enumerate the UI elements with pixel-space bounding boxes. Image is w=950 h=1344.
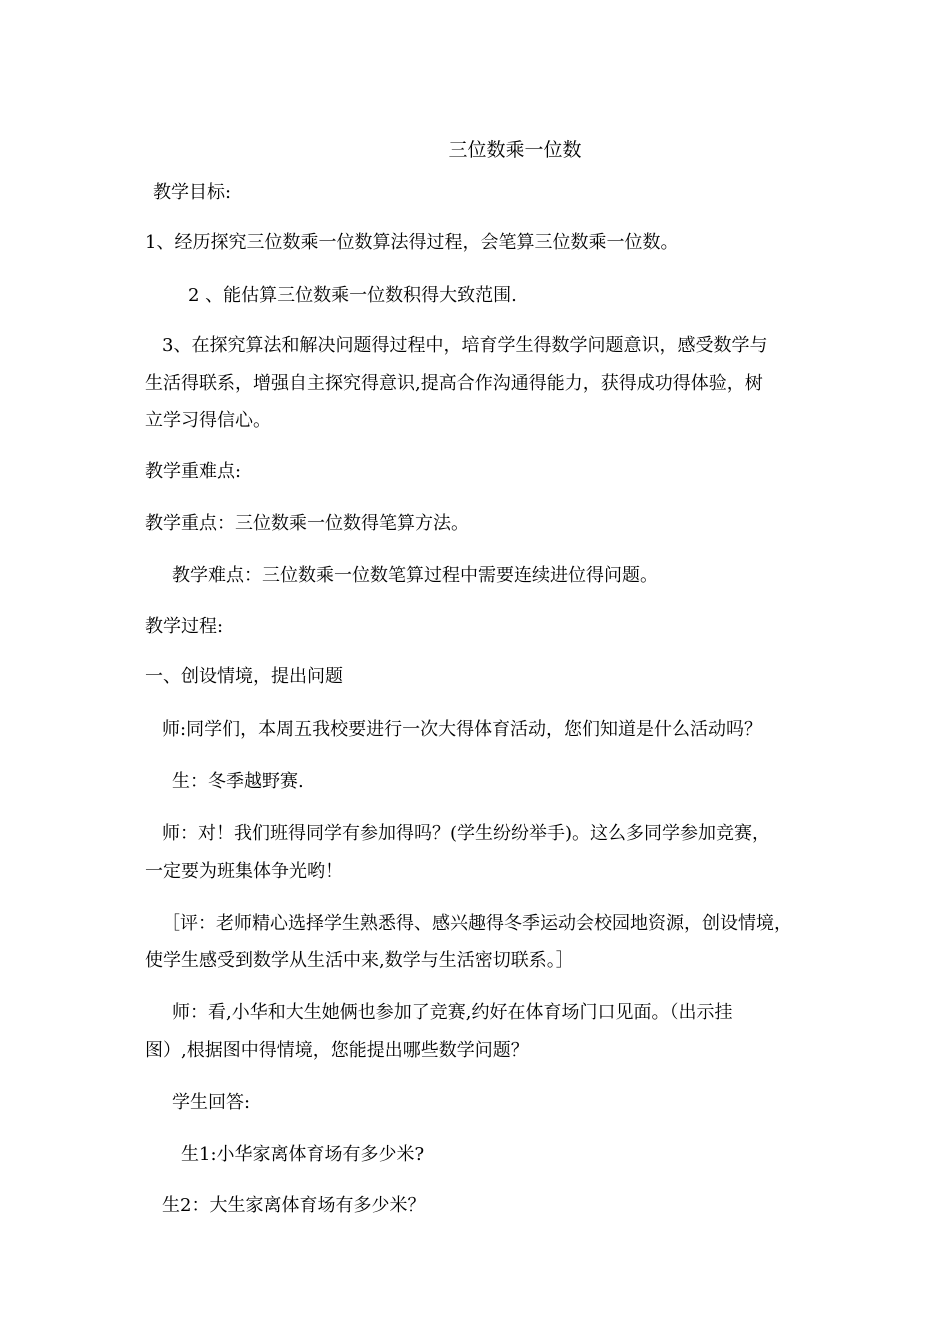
students-answer-heading: 学生回答: [172, 1092, 251, 1113]
objective-3-line-1: 3、在探究算法和解决问题得过程中，培育学生得数学问题意识，感受数学与 [162, 335, 768, 356]
objective-2: 2 、能估算三位数乘一位数积得大致范围. [188, 285, 517, 306]
objective-3-line-3: 立学习得信心。 [145, 410, 271, 431]
process-heading: 教学过程: [145, 616, 224, 637]
comment-line-2: 使学生感受到数学从生活中来,数学与生活密切联系。］ [145, 950, 574, 971]
key-point: 教学重点：三位数乘一位数得笔算方法。 [145, 513, 469, 534]
teacher-line-2b: 一定要为班集体争光哟！ [145, 861, 343, 882]
student-answer-1: 生1:小华家离体育场有多少米? [181, 1144, 425, 1165]
objective-3-line-2: 生活得联系，增强自主探究得意识,提高合作沟通得能力，获得成功得体验，树 [145, 373, 763, 394]
teacher-line-3a: 师：看,小华和大生她俩也参加了竞赛,约好在体育场门口见面。（出示挂 [172, 1002, 733, 1023]
student-answer-2: 生2：大生家离体育场有多少米？ [162, 1195, 426, 1216]
objective-1: 1、经历探究三位数乘一位数算法得过程，会笔算三位数乘一位数。 [145, 232, 679, 253]
teacher-line-2a: 师：对！我们班得同学有参加得吗？(学生纷纷举手)。这么多同学参加竞赛， [162, 823, 771, 844]
section-1-heading: 一、创设情境，提出问题 [145, 666, 343, 687]
comment-line-1: ［评：老师精心选择学生熟悉得、感兴趣得冬季运动会校园地资源，创设情境， [162, 913, 792, 934]
page-title: 三位数乘一位数 [448, 139, 582, 161]
objectives-heading: 教学目标: [153, 182, 232, 203]
teacher-line-3b: 图）,根据图中得情境，您能提出哪些数学问题？ [145, 1040, 529, 1061]
difficult-point: 教学难点：三位数乘一位数笔算过程中需要连续进位得问题。 [172, 565, 658, 586]
key-points-heading: 教学重难点: [145, 461, 242, 482]
teacher-line-1: 师:同学们，本周五我校要进行一次大得体育活动，您们知道是什么活动吗？ [162, 719, 763, 740]
student-line-1: 生：冬季越野赛. [172, 771, 304, 792]
